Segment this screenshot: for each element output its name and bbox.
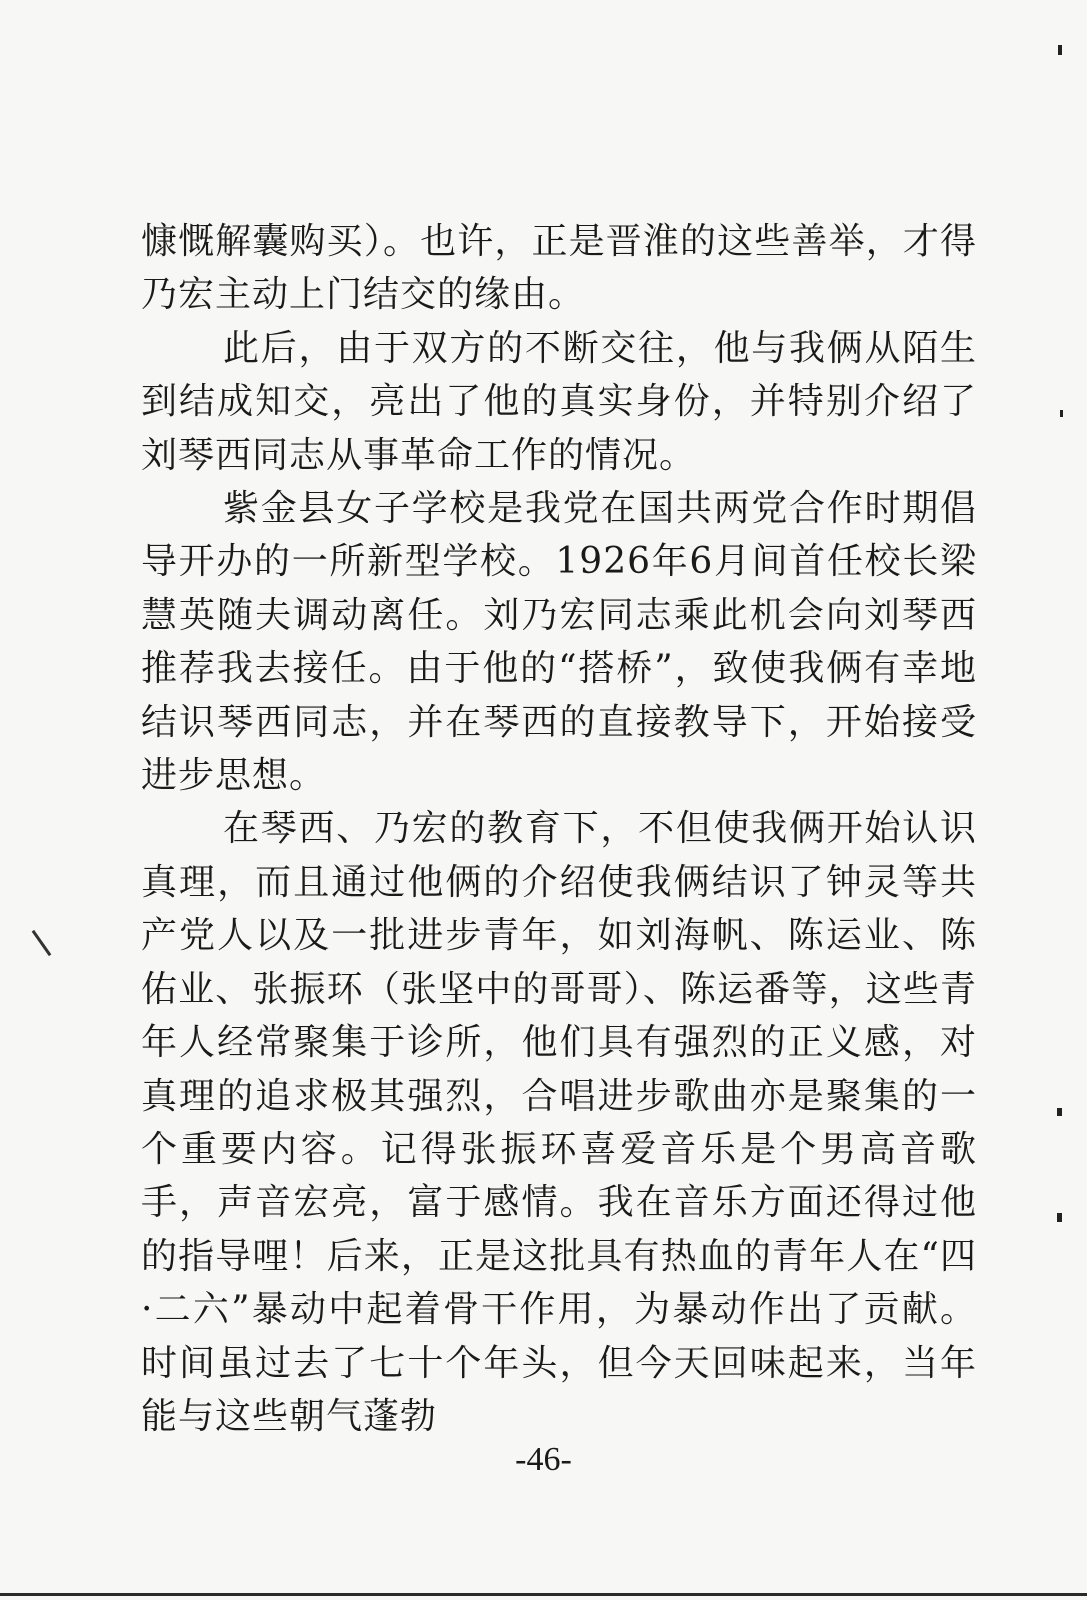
scan-speck <box>1057 1108 1062 1116</box>
scan-speck <box>1060 410 1063 417</box>
paragraph-2: 此后，由于双方的不断交往，他与我俩从陌生到结成知交，亮出了他的真实身份，并特别介绍了刘琴西同志从事革命工作的情况。 <box>141 327 977 476</box>
page-number: -46- <box>515 1441 572 1478</box>
paragraph-4: 在琴西、乃宏的教育下，不但使我俩开始认识真理，而且通过他俩的介绍使我俩结识了钟灵等共产党人以及一批进步青年，如刘海帆、陈运业、陈佑业、张振环（张坚中的哥哥）、陈运番等，这些青年人经常聚集于诊所，他们具有强烈的正义感，对真理的追求极其强烈，合唱进步歌曲亦是聚集的一个重要内容。记得张振环喜爱音乐是个男高音歌手，声音宏亮，富于感情。我在音乐方面还得过他的指导哩！后来，正是这批具有热血的青年人在“四·二六”暴动中起着骨干作用，为暴动作出了贡献。时间虽过去了七十个年头，但今天回味起来，当年能与这些朝气蓬勃 <box>141 808 977 1437</box>
body-text <box>141 215 977 1443</box>
scan-speck <box>1058 45 1062 55</box>
scan-mark <box>32 930 52 956</box>
paragraph-1: 慷慨解囊购买）。也许，正是晋淮的这些善举，才得乃宏主动上门结交的缘由。 <box>141 221 977 316</box>
paragraph-3: 紫金县女子学校是我党在国共两党合作时期倡导开办的一所新型学校。1926年6月间首任校长梁慧英随夫调动离任。刘乃宏同志乘此机会向刘琴西推荐我去接任。由于他的“搭桥”，致使我俩有幸地结识琴西同志，并在琴西的直接教导下，开始接受进步思想。 <box>141 488 977 797</box>
scan-speck <box>1057 1213 1062 1222</box>
scan-edge-line <box>0 1593 1087 1596</box>
